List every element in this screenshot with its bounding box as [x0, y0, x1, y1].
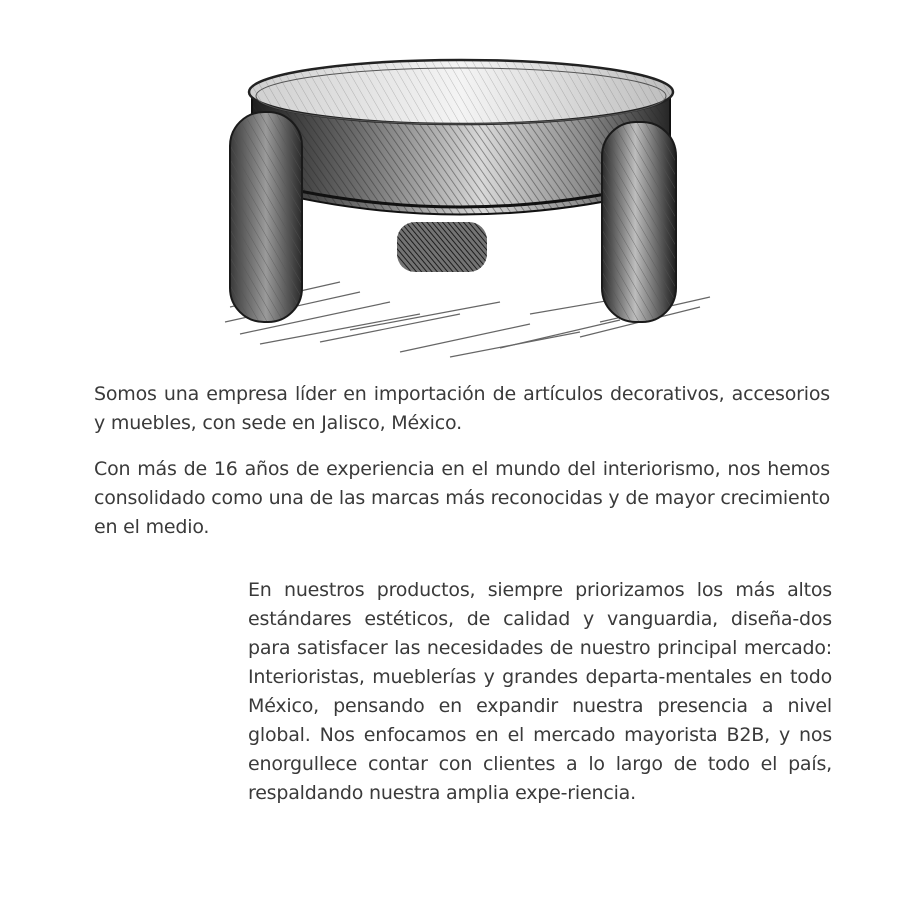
experience-paragraph: Con más de 16 años de experiencia en el mundo del interiorismo, nos hemos consolidado como una de las marcas más reconocidas y de mayor crecimiento en el medio. — [94, 458, 830, 538]
furniture-sketch-illustration — [200, 52, 720, 362]
products-paragraph: En nuestros productos, siempre priorizamos los más altos estándares estéticos, de calidad y vanguardia, diseña-dos para satisfacer las necesidades de nuestro principal mercado: Interioristas, mueblerías y grandes departa-mentales en todo México, pensando en expandir nuestra presencia a nivel global. Nos enfocamos en el mercado mayorista B2B, y nos enorgullece contar con clientes a lo largo de todo el país, respaldando nuestra amplia expe-riencia. — [248, 579, 832, 804]
intro-paragraph: Somos una empresa líder en importación de artículos decorativos, accesorios y muebles, con sede en Jalisco, México. — [94, 383, 830, 434]
